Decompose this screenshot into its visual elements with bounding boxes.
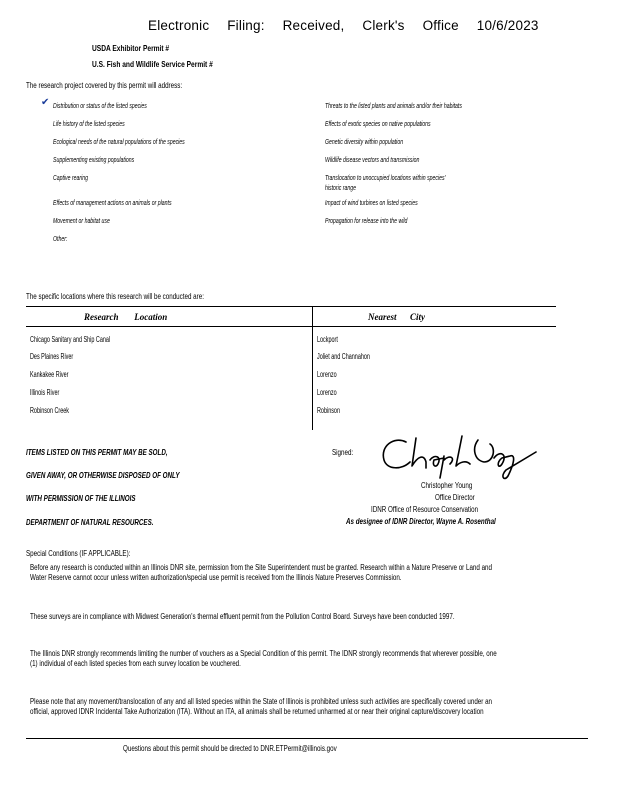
scope-item-right: Effects of exotic species on native populations [325, 119, 431, 128]
locations-intro: The specific locations where this research will be conducted are: [26, 292, 204, 301]
location-cell: Des Plaines River [30, 352, 74, 361]
scope-item-left: Ecological needs of the natural populations of the species [53, 137, 185, 146]
header-word: Electronic [148, 18, 210, 33]
column-header-city: Nearest City [368, 312, 425, 322]
scope-item-left: Other: [53, 234, 68, 243]
scope-item-right: Impact of wind turbines on listed species [325, 198, 418, 207]
scope-item-left: Supplementing existing populations [53, 155, 135, 164]
signature-image [376, 432, 551, 482]
scope-item-left: Movement or habitat use [53, 216, 110, 225]
location-cell: Robinson Creek [30, 406, 70, 415]
condition-paragraph: The Illinois DNR strongly recommends limiting the number of vouchers as a Special Condition of this permit. The IDNR strongly recommends that wherever possible, one (1) individual of each listed species from each survey location be vouchered. [30, 649, 497, 668]
scope-item-right: Wildlife disease vectors and transmission [325, 155, 420, 164]
notice-line: ITEMS LISTED ON THIS PERMIT MAY BE SOLD, [26, 448, 168, 457]
filing-header [148, 18, 553, 33]
header-word: Office [422, 18, 459, 33]
research-intro: The research project covered by this permit will address: [26, 81, 183, 90]
city-cell: Lorenzo [317, 370, 337, 379]
signer-title: Office Director [435, 493, 475, 502]
condition-paragraph: Before any research is conducted within an Illinois DNR site, permission from the Site Superintendent must be granted. Research within a Nature Preserve or Land and Water Reserve cannot occur unless written authorization/special use permit is received from the Illinois Nature Preserves Commission. [30, 563, 493, 582]
checkmark-icon: ✔ [41, 97, 50, 108]
designee-line: As designee of IDNR Director, Wayne A. Rosenthal [346, 517, 496, 526]
condition-paragraph: These surveys are in compliance with Midwest Generation's thermal effluent permit from the Pollution Control Board. Surveys have been conducted 1997. [30, 612, 455, 621]
footer-rule [26, 738, 588, 739]
signer-office: IDNR Office of Resource Conservation [371, 505, 479, 514]
header-word: Clerk's [362, 18, 405, 33]
header-word: Filing: [227, 18, 265, 33]
city-cell: Lorenzo [317, 388, 337, 397]
scope-item-left: Distribution or status of the listed species [53, 101, 147, 110]
header-word: 10/6/2023 [476, 18, 539, 33]
usfws-permit-label: U.S. Fish and Wildlife Service Permit # [92, 59, 213, 69]
table-header-rule [26, 326, 556, 327]
usda-permit-label: USDA Exhibitor Permit # [92, 43, 170, 53]
footer-questions: Questions about this permit should be directed to DNR.ETPermit@illinois.gov [123, 744, 337, 753]
scope-item-right: Threats to the listed plants and animals and/or their habitats [325, 101, 462, 110]
table-column-divider [312, 306, 313, 430]
table-top-rule [26, 306, 556, 307]
location-cell: Illinois River [30, 388, 60, 397]
notice-line: WITH PERMISSION OF THE ILLINOIS [26, 494, 136, 503]
location-cell: Chicago Sanitary and Ship Canal [30, 335, 111, 344]
scope-item-left: Effects of management actions on animals or plants [53, 198, 172, 207]
notice-line: DEPARTMENT OF NATURAL RESOURCES. [26, 518, 154, 527]
city-cell: Lockport [317, 335, 338, 344]
scope-item-right: Translocation to unoccupied locations within species' [325, 173, 446, 182]
conditions-heading: Special Conditions (IF APPLICABLE): [26, 549, 131, 558]
location-cell: Kankakee River [30, 370, 69, 379]
scope-item-left: Life history of the listed species [53, 119, 125, 128]
scope-item-right: historic range [325, 183, 357, 192]
scope-item-right: Propagation for release into the wild [325, 216, 408, 225]
signed-label: Signed: [332, 448, 354, 457]
city-cell: Robinson [317, 406, 340, 415]
column-header-location: Research Location [84, 312, 168, 322]
condition-paragraph: Please note that any movement/translocation of any and all listed species within the State of Illinois is prohibited unless such activities are specifically covered under an official, approved IDNR Incidental Take Authorization (ITA). Without an ITA, all animals shall be returned unharmed at or near their original capture/discovery location [30, 697, 493, 716]
signer-name: Christopher Young [421, 481, 473, 490]
header-word: Received, [282, 18, 345, 33]
scope-item-right: Genetic diversity within population [325, 137, 404, 146]
scope-item-left: Captive rearing [53, 173, 89, 182]
notice-line: GIVEN AWAY, OR OTHERWISE DISPOSED OF ONLY [26, 471, 180, 480]
city-cell: Joliet and Channahon [317, 352, 370, 361]
